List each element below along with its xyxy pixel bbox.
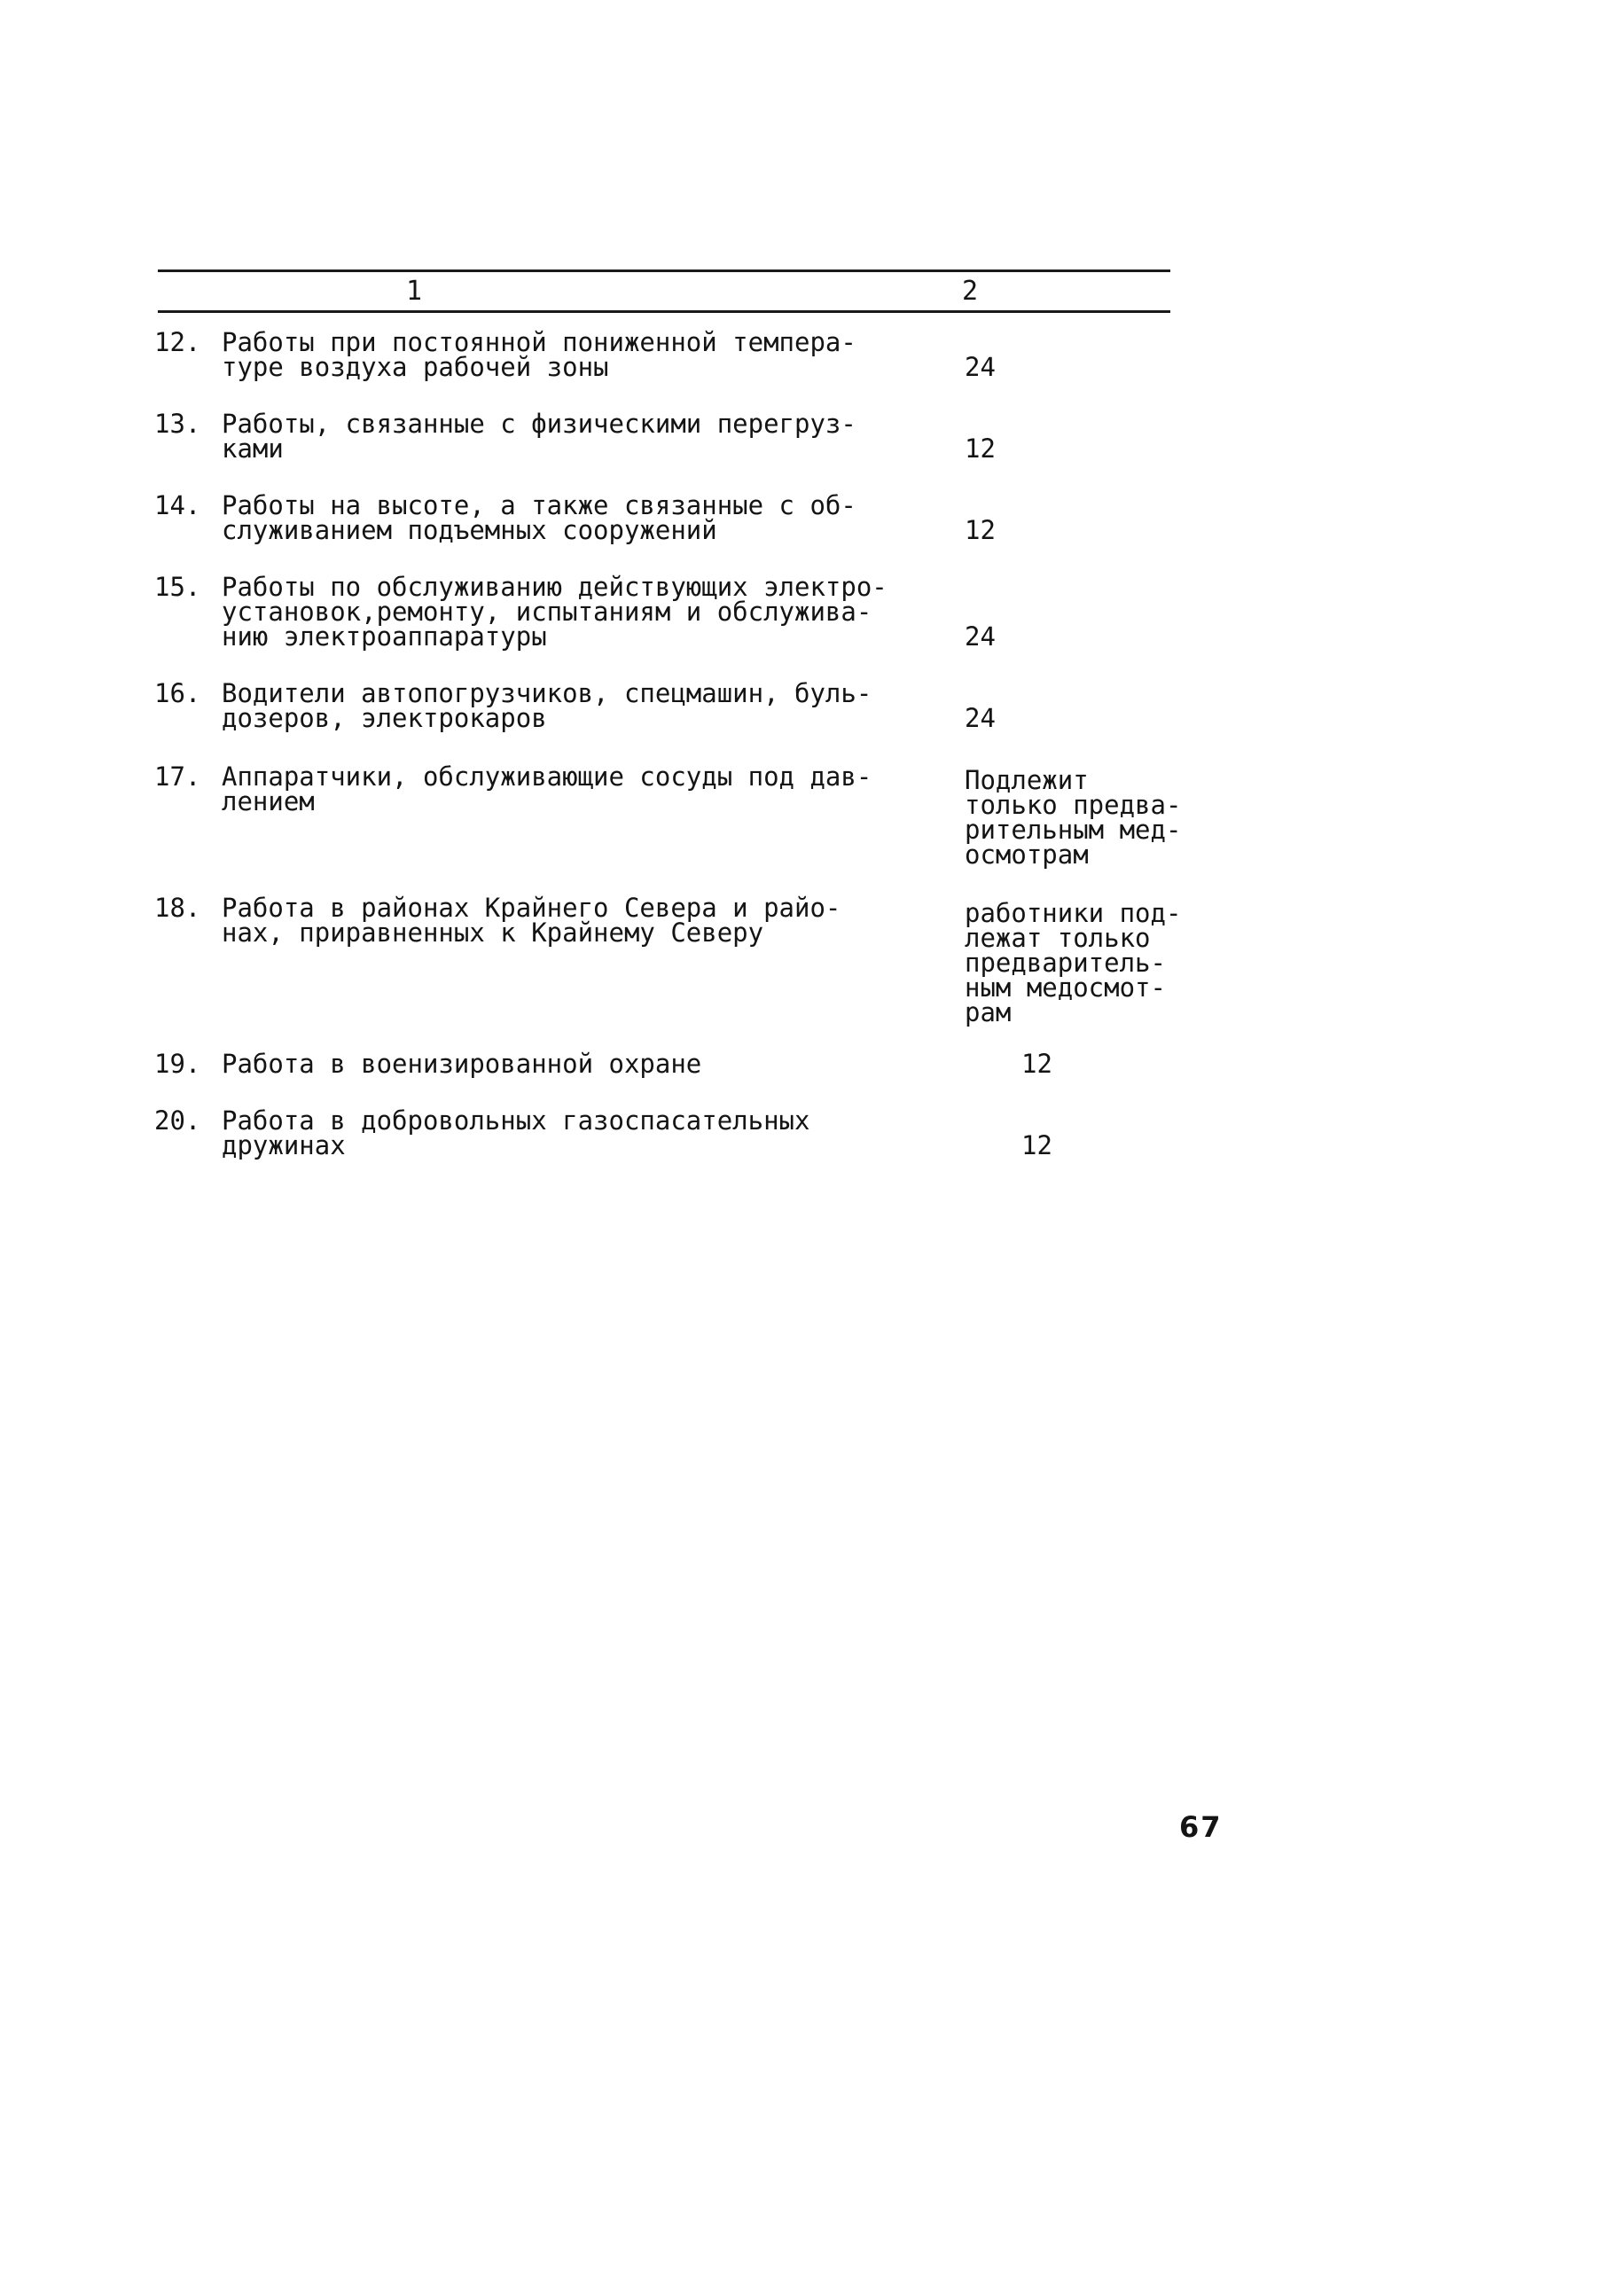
row-value: 12 bbox=[965, 433, 996, 464]
row-description: Работы, связанные с физическими перегруз- ками bbox=[222, 409, 856, 464]
row-description: Работа в районах Крайнего Севера и райо- нах, приравненных к Крайнему Северу bbox=[222, 893, 841, 948]
row-value: 24 bbox=[965, 621, 996, 652]
row-description: Работа в военизированной охране bbox=[222, 1049, 702, 1079]
row-number: 20. bbox=[154, 1105, 201, 1136]
row-number: 17. bbox=[154, 761, 201, 792]
table-header-rule bbox=[158, 310, 1170, 313]
row-number: 13. bbox=[154, 409, 201, 439]
row-number: 16. bbox=[154, 678, 201, 708]
column-header-2: 2 bbox=[962, 276, 979, 307]
row-value: 12 bbox=[1021, 1130, 1052, 1160]
row-value: 24 bbox=[965, 703, 996, 733]
row-description: Работа в добровольных газоспасательных дружинах bbox=[222, 1105, 810, 1160]
row-description: Работы на высоте, а также связанные с об- служиванием подъемных сооружений bbox=[222, 490, 856, 545]
table-top-rule bbox=[158, 269, 1170, 272]
page-number: 67 bbox=[1179, 1810, 1223, 1844]
row-description: Аппаратчики, обслуживающие сосуды под дав- лением bbox=[222, 761, 872, 816]
row-description: Работы по обслуживанию действующих электро- установок,ремонту, испытаниям и обслужива- нию электроаппаратуры bbox=[222, 572, 888, 652]
row-number: 12. bbox=[154, 327, 201, 357]
row-value: 12 bbox=[1021, 1049, 1052, 1079]
row-value: 24 bbox=[965, 352, 996, 382]
row-number: 18. bbox=[154, 893, 201, 923]
row-value: 12 bbox=[965, 515, 996, 545]
row-value: Подлежит только предва- рительным мед- осмотрам bbox=[965, 765, 1182, 870]
row-number: 19. bbox=[154, 1049, 201, 1079]
row-value: работники под- лежат только предваритель- ным медосмот- рам bbox=[965, 898, 1182, 1027]
column-header-1: 1 bbox=[406, 276, 423, 307]
row-number: 15. bbox=[154, 572, 201, 602]
row-description: Работы при постоянной пониженной темпера- туре воздуха рабочей зоны bbox=[222, 327, 856, 382]
row-description: Водители автопогрузчиков, спецмашин, буль- дозеров, электрокаров bbox=[222, 678, 872, 733]
row-number: 14. bbox=[154, 490, 201, 520]
